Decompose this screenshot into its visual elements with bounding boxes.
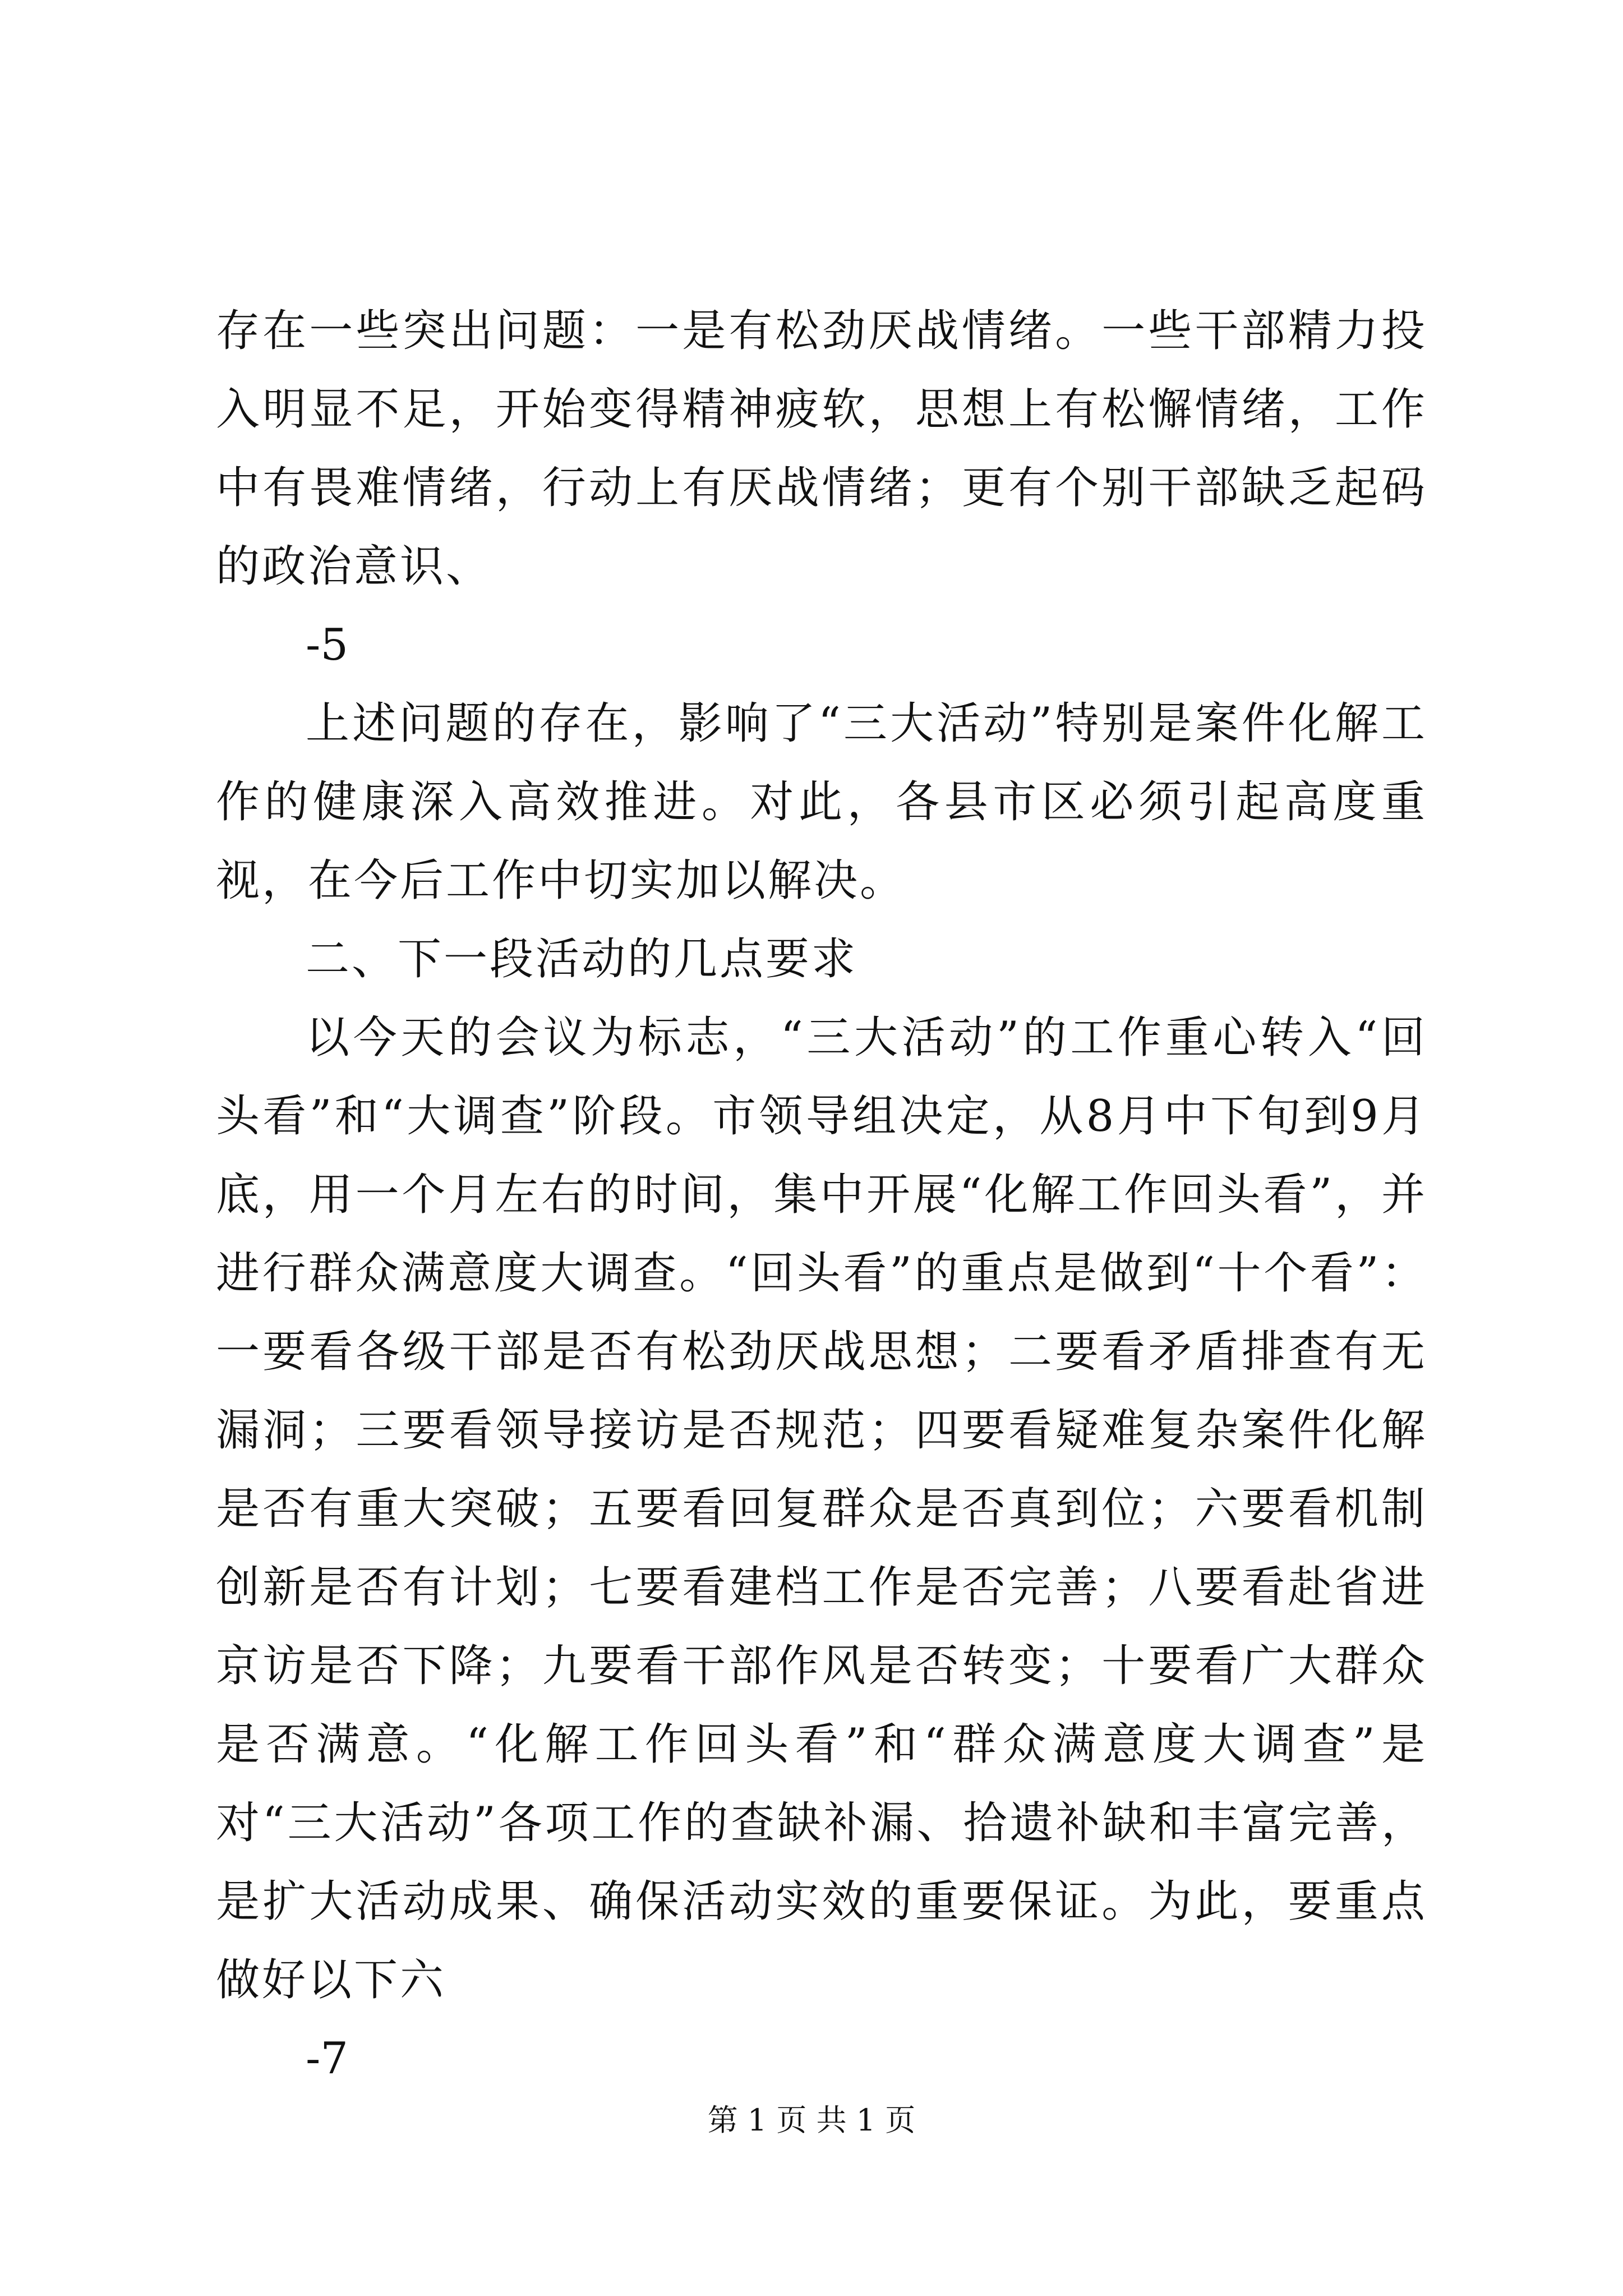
page-marker: -5 xyxy=(306,620,348,670)
paragraph-requirements: 以今天的会议为标志，“三大活动”的工作重心转入“回头看”和“大调查”阶段。市领导组决定，从8月中下旬到9月底，用一个月左右的时间，集中开展“化解工作回头看”，并进行群众满意度大调查。“回头看”的重点是做到“十个看”：一要看各级干部是否有松劲厌战思想；二要看矛盾排查有无漏洞；三要看领导接访是否规范；四要看疑难复杂案件化解是否有重大突破；五要看回复群众是否真到位；六要看机制创新是否有计划；七要看建档工作是否完善；八要看赴省进京访是否下降；九要看干部作风是否转变；十要看广大群众是否满意。“化解工作回头看”和“群众满意度大调查”是对“三大活动”各项工作的查缺补漏、拾遗补缺和丰富完善，是扩大活动成果、确保活动实效的重要保证。为此，要重点做好以下六 xyxy=(216,1013,1427,2005)
section-heading: 二、下一段活动的几点要求 xyxy=(306,934,858,984)
paragraph-problems: 存在一些突出问题：一是有松劲厌战情绪。一些干部精力投入明显不足，开始变得精神疲软，思想上有松懈情绪，工作中有畏难情绪，行动上有厌战情绪；更有个别干部缺乏起码的政治意识、 xyxy=(216,306,1427,592)
paragraph-impact: 上述问题的存在，影响了“三大活动”特别是案件化解工作的健康深入高效推进。对此，各县市区必须引起高度重视，在今后工作中切实加以解决。 xyxy=(216,698,1427,906)
document-body xyxy=(216,292,1427,2098)
page-marker: -7 xyxy=(306,2033,348,2084)
page-footer: 第 1 页 共 1 页 xyxy=(707,2102,916,2138)
